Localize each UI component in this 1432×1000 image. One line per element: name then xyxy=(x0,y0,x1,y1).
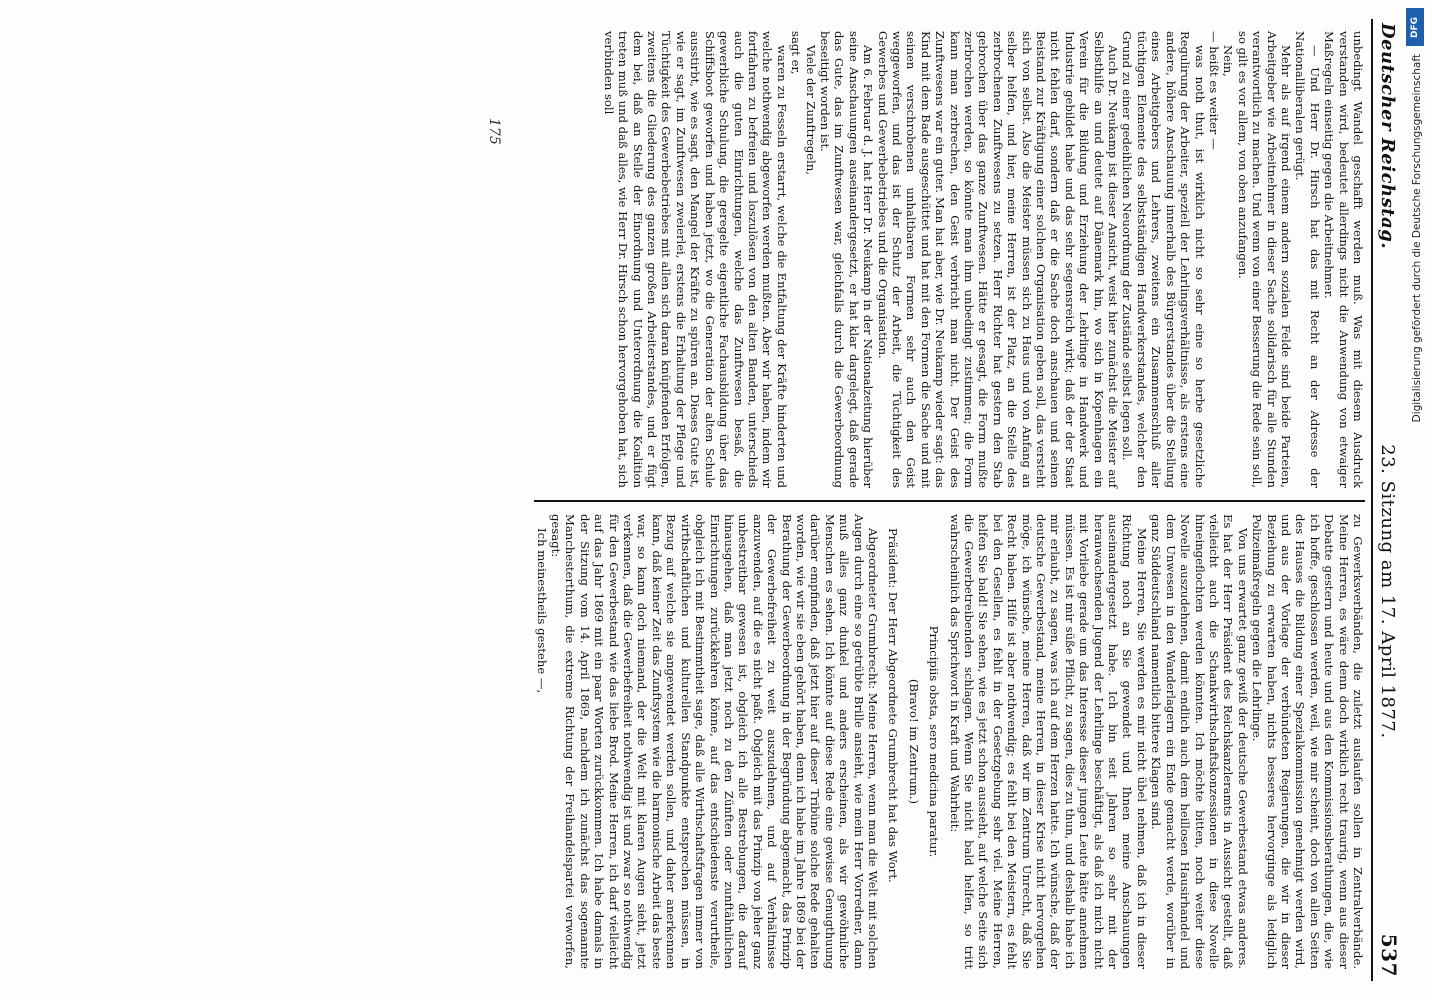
paragraph: Meine Herren, Sie werden es mir nicht übel nehmen, daß ich in dieser Richtung noch an Sie gewendet und Ihnen meine Anschauungen auseinandergesetzt habe. Ich bin seit Jahren so sehr mit der heranwachsenden Jugend der Lehrlinge beschäftigt, als daß ich mich nicht mit Vorliebe gerade um das Interesse dieser jungen Leute hätte annehmen müssen. Es ist mir süße Pflicht, zu sagen, dies zu thun, und deshalb habe ich mir erlaubt, zu sagen, was ich auf dem Herzen hatte. Ich wünsche, daß der deutsche Gewerbestand, meine Herren, in dieser Krise nicht hervorgehen möge, ich wünsche, meine Herren, daß wir im Zentrum Unrecht, daß Sie Recht haben. Hilfe ist aber nothwendig; es fehlt bei den Meistern, es fehlt bei den Gesellen, es fehlt in der Gesetzgebung sehr viel. Meine Herren, helfen Sie bald! Sie sehen, wie es jetzt schon aussieht, auf welche Seite sich die Gewerbetreibenden schlagen. Wenn Sie nicht bald helfen, so tritt wahrscheinlich das Sprichwort in Kraft und Wahrheit: xyxy=(947,514,1149,969)
paragraph: Nein, xyxy=(1221,45,1236,77)
paragraph: Viele der Zunftregeln, xyxy=(803,45,818,175)
handwritten-margin-note: 175 xyxy=(486,118,502,145)
session-date: 23. Sitzung am 17. April 1877. xyxy=(1377,444,1398,739)
paragraph: zu Gewerksverbänden, die zuletzt auslaufen sollen in Zentralverbände. Meine Herren, es wäre denn doch wirklich recht traurig, wenn aus dieser Debatte gestern und heute und aus den Kommissionsberathungen, die, wie ich hoffe, geschlossen werden, weil, wie mir scheint, doch von allen Seiten des Hauses die Bildung einer Spezialkommission genehmigt werden wird, und aus der Vorlage der verbündeten Regierungen, die wir in dieser Beziehung zu erwarten haben, nichts besseres hervorginge als lediglich Polizeimaßregeln gegen die Lehrlinge. xyxy=(1250,514,1365,969)
paragraph: sagt er, xyxy=(789,31,804,75)
paragraph: Mehr als auf irgend einem andern sozialen Felde sind beide Parteien, Arbeitgeber wie Arbeitnehmer in dieser Sache solidarisch für alle Stunden verantwortlich zu machen. Und wenn von einer Besserung die Rede sein soll, so gilt es vor allem, von oben anzufangen. xyxy=(1235,31,1293,488)
paragraph: Ich meinestheils gestehe —, xyxy=(534,528,549,694)
paragraph: — heißt es weiter — xyxy=(1206,31,1221,150)
paragraph: Auch Dr. Neukamp ist dieser Ansicht, weist hier zunächst die Meister auf Selbsthilfe an und deutet auf Dänemark hin, wo sich in Kopenhagen ein Verein für die Bildung und Erziehung der Lehrlinge in Handwerk und Industrie gebildet habe und das sehr segensreich wirkt; daß der der Staat nicht fehlen darf, sondern daß er die Sache doch anschauen und seinen Beistand zur Kräftigung einer solchen Organisation geben soll, das versteht sich von selbst. Also die Meister müssen sich zu Haus und von Anfang an selber helfen, und hier, meine Herren, ist der Platz, an die Stelle des zerbrochenen Zunftwesens zu setzen. Herr Richter hat gestern den Stab gebrochen über das ganze Zunftwesen. Hätte er gesagt, die Form mußte zerbrochen werden, so könnte man ihm unbedingt zustimmen; die Form kann man zerbrechen, den Geist verbricht man nicht. Der Geist des Zunftwesens war ein guter. Man hat aber, wie Dr. Neukamp wieder sagt: das Kind mit dem Bade ausgeschüttet und hat mit den Formen die Sache und mit seinen verschrobenen unhaltbaren Formen sehr auch den Geist weggeworfen, und das ist der Schutz der Arbeit, die Tüchtigkeit des Gewerbes und Gewerbebetriebes und die Organisation. xyxy=(875,31,1121,488)
paragraph: Principiis obsta, sero medicina paratur. xyxy=(927,625,942,858)
dfg-logo-icon: DFG xyxy=(1406,8,1424,46)
paragraph: (Bravo! im Zentrum.) xyxy=(906,678,921,804)
newspaper-title: Deutscher Reichstag. xyxy=(1377,23,1398,250)
paragraph: unbedingt Wandel geschafft werden muß. Was mit diesem Ausdruck verstanden wird, bedeutet allerdings nicht die Anwendung von etwaiger Maßregeln einseitig gegen die Arbeitnehmer. xyxy=(1322,31,1365,488)
paragraph: Von uns erwartet ganz gewiß der deutsche Gewerbestand etwas anderes. Es hat der Herr Präsident des Reichskanzleramts in Aussicht gestellt, daß vielleicht auch die Schankwirthschaftskonzessionen in diese Novelle hineingeflochten werden könnten. Ich möchte bitten, noch weiter diese Novelle auszudehnen, damit endlich auch dem heillosen Hausirhandel und dem Unwesen in den Wanderlagern ein Ende gemacht werde, worüber in ganz Süddeutschland namentlich bittere Klagen sind. xyxy=(1149,514,1250,969)
text-columns xyxy=(534,19,1365,981)
right-column xyxy=(534,500,1365,981)
paragraph: Präsident: Der Herr Abgeordnete Grumbrecht hat das Wort. xyxy=(886,528,901,883)
left-column xyxy=(534,19,1365,500)
rotated-page xyxy=(21,5,1411,995)
page-number: 537 xyxy=(1377,933,1401,977)
paragraph: Am 6. Februar d. J. hat Herr Dr. Neukamp in der Nationalzeitung hierüber seine Anschauungen auseinandergesetzt, er hat klar dargelegt, daß gerade das Gute, das im Zunftwesen war, gleichfalls durch die Gewerbeordnung beseitigt worden ist. xyxy=(817,31,876,488)
dfg-credit-strip xyxy=(1408,0,1428,1000)
paragraph: was noth thut, ist wirklich nicht so sehr eine so herbe gesetzliche Regulirung der Arbeiter, speziell der Lehrlingsverhältnisse, als erstens eine andere, höhere Anschauung innerhalb des Bürgerstandes über die Stellung eines Arbeitgebers und Lehrers, zweitens ein Zusammenschluß aller tüchtigen Elemente des selbstständigen Handwerkerstandes, welcher den Grund zu einer gedeihlichen Neuordnung der Zustände selbst legen soll. xyxy=(1120,31,1207,488)
dfg-credit-text: Digitalisierung gefördert durch die Deutsche Forschungsgemeinschaft xyxy=(1411,54,1423,423)
page-header xyxy=(1371,19,1401,981)
paragraph: waren zu Fesseln erstarrt, welche die Entfaltung der Kräfte hinderten und welche nothwendig abgeworfen werden mußten. Aber wir haben, indem wir fortfahren zu befreien und loszulösen von den alten Banden, unterschieds auch die guten Einrichtungen, welche das Zunftwesen besaß, die gewerbliche Schulung, die geregelte eigentliche Fachausbildung über das Schiffsboot geworfen und haben jetzt, wo die Generation der alten Schule ausstirbt, wie es sagt, den Mangel der Kräfte zu spüren an. Dieses Gute ist, wie er sagt, im Zunftwesen zweierlei, erstens die Erhaltung der Pflege und Tüchtigkeit des Gewerbebetriebes mit allen sich daran knüpfenden Erfolgen, zweitens die Gliederung des ganzen großen Arbeiterstandes, und er fügt dem bei, daß an Stelle der Einordnung und Unterordnung die Koalition treten muß und daß alles, wie Herr Dr. Hirsch schon hervorgehoben hat, sich verbinden soll xyxy=(601,31,789,488)
paragraph: Abgeordneter Grumbrecht: Meine Herren, wenn man die Welt mit solchen Augen durch eine so getrübte Brille ansieht, wie mein Herr Vorredner, dann muß alles ganz dunkel und anders erscheinen, als wir gewöhnliche Menschen es sehen. Ich könnte auf diese Rede eine gewisse Genugthuung darüber empfinden, daß jetzt hier auf dieser Tribüne solche Rede gehalten worden, wie wir sie eben gehört haben, denn ich habe im Jahre 1869 bei der Berathung der Gewerbeordnung in der Begründung abgemacht, das Prinzip der Gewerbefreiheit zu weit auszudehnen, und auf Verhältnisse anzuwenden, auf die es nicht paßt. Obgleich mit das Prinzip von jeher ganz unbestreitbar gewesen ist, obgleich ich alle Bestrebungen, die darauf hinausgehen, daß man jetzt noch zu den Zünften oder zunftähnlichen Einrichtungen zurückkehren könne, auf das entschiedenste verurtheile, obgleich ich mit Bestimmtheit sage, daß alle Wirthschaftsfragen immer von wirthschaftlichen und kulturellen Standpunkte entsprechen müssen, in Bezug auf welche sie angewendet werden sollen, und daher anerkennen kann, daß keiner Zeit das Zunftsystem wie die harmonische Arbeit das beste war, so kann doch niemand, der die Welt mit klaren Augen sieht, jetzt verkennen, daß die Gewerbefreiheit nothwendig ist und zwar so nothwendig für den Gewerbestand wie das liebe Brod. Meine Herren, ich darf vielleicht auf das Jahr 1869 mit ein paar Worten zurückkommen. Ich habe damals in der Sitzung vom 14. April 1869, nachdem ich zunächst das sogenannte Manchesterthum, die extreme Richtung der Freihandelspartei verworfen, gesagt: xyxy=(549,514,880,969)
paragraph: — Und Herr Dr. Hirsch hat das mit Recht an der Adresse der Nationalliberalen gerügt. xyxy=(1293,31,1322,488)
